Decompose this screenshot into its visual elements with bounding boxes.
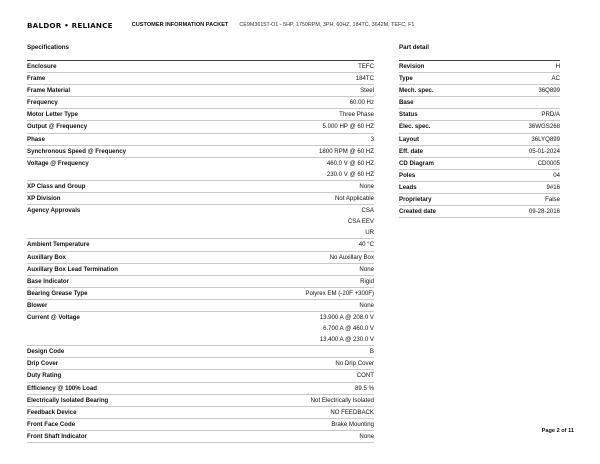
table-row [27,300,374,312]
table-row [27,239,374,251]
row-values [538,158,560,169]
row-value: 36Q899 [538,87,560,95]
row-values [357,370,374,381]
row-value: 09-28-2016 [528,208,560,216]
row-value: TEFC [358,63,374,70]
row-value: CONT [356,372,374,380]
row-value: None [359,265,374,273]
row-values [323,121,374,132]
table-row [27,431,374,443]
row-value: Polyrex EM (-20F +300F) [305,289,374,297]
row-values [359,431,374,442]
row-label: Base [399,99,414,107]
table-row [27,73,374,85]
row-label: Status [399,111,418,119]
row-value: H [555,63,560,70]
product-description: CE9M3615T-O1 - 5HP, 1750RPM, 3PH, 60HZ, 184TC, 3642M, TEFC, F1 [239,22,415,28]
specifications-heading: Specifications [27,44,69,51]
table-row [27,85,374,97]
row-values [529,206,560,217]
table-row [27,181,374,193]
row-label: Efficiency @ 100% Load [27,384,97,392]
row-value: 13.900 A @ 208.0 V [319,313,374,321]
specifications-rows [27,61,374,443]
table-row [399,170,560,182]
row-label: Mech. spec. [399,87,434,95]
row-label: Blower [27,301,48,309]
row-values [356,73,374,84]
table-row [27,146,374,158]
row-label: Base Indicator [27,277,69,285]
row-value: 36WGS268 [528,123,560,131]
table-row [27,158,374,181]
row-label: Design Code [27,348,65,356]
row-values [360,85,374,96]
row-value: 05-01-2024 [528,147,560,155]
row-values [359,264,374,275]
row-values [350,97,374,108]
row-value: Steel [360,87,374,95]
row-label: Feedback Device [27,408,77,416]
document-header [27,19,580,31]
specifications-table [27,60,374,443]
row-value: 460.0 V @ 60 HZ [326,159,374,167]
brand-logo: BALDOR • RELIANCE [27,20,113,30]
part-detail-rows [399,61,560,218]
row-values [355,383,374,394]
row-label: Drip Cover [27,360,59,368]
table-row [399,61,560,73]
row-label: CD Diagram [399,159,434,167]
row-values [319,146,374,157]
row-label: Leads [399,183,417,191]
row-values [538,85,560,96]
row-label: Output @ Frequency [27,123,88,131]
row-values [311,395,374,406]
row-values [339,109,374,120]
row-label: Synchronous Speed @ Frequency [27,147,127,155]
row-values [359,300,374,311]
row-label: Duty Rating [27,372,62,380]
table-row [27,383,374,395]
row-label: XP Class and Group [27,182,86,190]
table-row [27,193,374,205]
row-value: 60.00 Hz [349,99,374,107]
row-label: Auxillary Box [27,253,66,261]
row-label: Enclosure [27,63,57,70]
row-value: 3 [370,135,374,143]
row-values [359,181,374,192]
table-row [399,182,560,194]
table-row [27,121,374,133]
row-label: Revision [399,63,425,70]
row-value: CSA EEV [347,218,374,226]
row-value: None [359,182,374,190]
table-row [27,61,374,73]
table-row [399,158,560,170]
row-label: Motor Letter Type [27,111,79,119]
row-value: 13.400 A @ 230.0 V [319,336,374,344]
row-label: Type [399,75,413,83]
table-row [27,109,374,121]
row-value: No Drip Cover [335,360,374,368]
row-values [360,276,374,287]
table-row [27,276,374,288]
row-label: Electrically Isolated Bearing [27,396,109,404]
row-value: 36LYQ899 [531,135,560,143]
row-values [330,407,374,418]
row-label: Elec. spec. [399,123,431,131]
row-value: 6.700 A @ 460.0 V [323,325,374,333]
table-row [399,85,560,97]
table-row [27,346,374,358]
table-row [27,205,374,239]
row-label: Frame [27,75,46,83]
row-value: 40 °C [358,241,374,249]
table-row [399,109,560,121]
row-values [545,194,560,205]
row-value: 89.5 % [355,384,374,392]
row-value: CSA [361,207,374,215]
table-row [27,264,374,276]
row-value: Brake Mounting [331,420,374,428]
row-label: XP Division [27,195,61,203]
row-value: 5.000 HP @ 60 HZ [322,123,374,131]
row-label: Poles [399,171,416,179]
table-row [27,358,374,370]
row-value: Not Electrically Isolated [310,396,374,404]
row-values [359,239,374,250]
row-value: 230.0 V @ 60 HZ [326,170,374,178]
row-values [348,205,374,238]
row-values [320,312,374,345]
table-row [27,312,374,346]
row-value: None [359,432,374,440]
row-values [335,358,374,369]
table-row [399,146,560,158]
row-value: AC [551,75,560,83]
row-values [553,170,560,181]
row-label: Phase [27,135,45,143]
table-row [399,134,560,146]
row-value: 184TC [355,75,374,83]
row-values [327,158,374,180]
row-value: 04 [553,171,560,179]
row-values [531,134,560,145]
row-values [528,121,560,132]
row-value: PRD/A [541,111,560,119]
table-row [27,370,374,382]
row-label: Frequency [27,99,58,107]
table-row [399,73,560,85]
table-row [399,194,560,206]
row-value: UR [365,229,374,237]
table-row [399,206,560,218]
table-row [27,419,374,431]
row-values [556,61,560,72]
row-values [552,73,560,84]
row-label: Layout [399,135,419,143]
part-detail-heading: Part detail [399,44,429,51]
page-number: Page 2 of 11 [541,428,574,434]
row-values [335,193,374,204]
row-value: Not Applicable [335,195,374,203]
row-label: Current @ Voltage [27,313,80,321]
row-value: False [545,196,560,204]
part-detail-table [399,60,560,218]
row-label: Created date [399,208,436,216]
table-row [27,97,374,109]
row-label: Bearing Grease Type [27,289,88,297]
row-values [529,146,560,157]
row-value: No Auxillary Box [329,253,374,261]
row-value: Three Phase [339,111,374,119]
table-row [399,121,560,133]
row-value: None [359,301,374,309]
row-values [541,109,560,120]
row-value: Rigid [360,277,374,285]
row-value: CD0005 [537,159,560,167]
row-label: Ambient Temperature [27,241,90,249]
row-value: 9#16 [546,183,560,191]
row-values [331,419,374,430]
row-label: Proprietary [399,196,432,204]
row-values [371,134,374,145]
table-row [27,134,374,146]
table-row [27,252,374,264]
row-value: NO FEEDBACK [330,408,374,416]
row-values [358,61,374,72]
row-value: 1800 RPM @ 60 HZ [319,147,374,155]
row-label: Front Shaft Indicator [27,432,87,440]
row-label: Agency Approvals [27,207,81,215]
table-row [27,288,374,300]
table-row [27,395,374,407]
row-values [546,182,560,193]
row-values [370,346,374,357]
row-values [305,288,374,299]
packet-title: CUSTOMER INFORMATION PACKET [131,22,229,28]
row-values [330,252,374,263]
table-row [399,97,560,109]
row-label: Front Face Code [27,420,76,428]
row-label: Auxillary Box Lead Termination [27,265,118,273]
row-label: Eff. date [399,147,424,155]
table-row [27,407,374,419]
row-label: Frame Material [27,87,71,95]
row-value: B [369,348,374,356]
row-label: Voltage @ Frequency [27,159,89,167]
